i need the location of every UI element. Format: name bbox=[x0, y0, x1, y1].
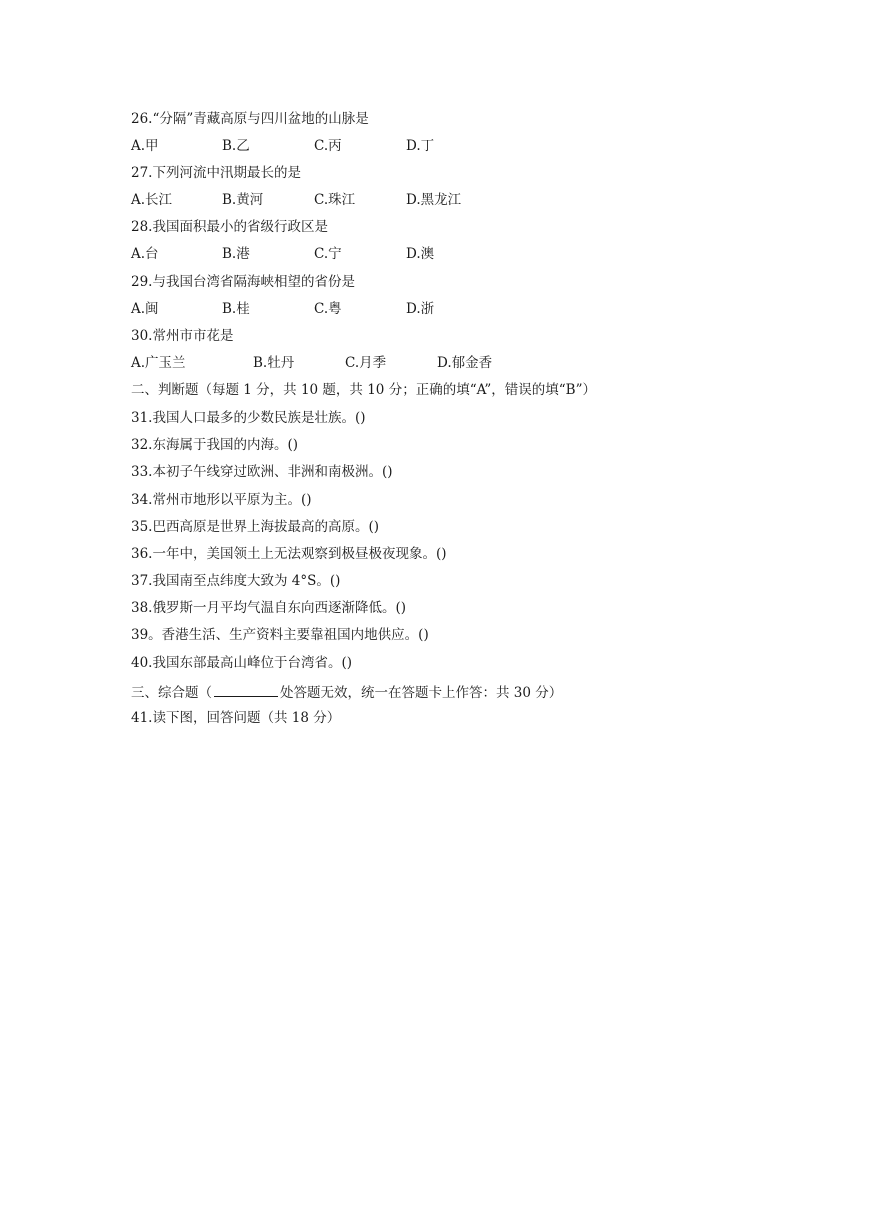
q30-option-d: D.郁金香 bbox=[437, 355, 493, 371]
q26-option-b: B.乙 bbox=[222, 138, 250, 154]
section-2-heading: 二、判断题（每题 1 分，共 10 题，共 10 分；正确的填“A”，错误的填“B”） bbox=[131, 382, 596, 398]
q27-option-b: B.黄河 bbox=[222, 192, 264, 208]
true-false-item-39: 39。香港生活、生产资料主要靠祖国内地供应。() bbox=[131, 627, 429, 643]
q29-option-c: C.粤 bbox=[314, 301, 342, 317]
question-30-stem: 30.常州市市花是 bbox=[131, 328, 234, 344]
question-28-stem: 28.我国面积最小的省级行政区是 bbox=[131, 219, 328, 235]
q28-option-d: D.澳 bbox=[406, 246, 435, 262]
question-27-stem: 27.下列河流中汛期最长的是 bbox=[131, 165, 301, 181]
q29-option-d: D.浙 bbox=[406, 301, 435, 317]
q30-option-c: C.月季 bbox=[345, 355, 387, 371]
question-26-stem: 26.“分隔”青藏高原与四川盆地的山脉是 bbox=[131, 111, 369, 127]
true-false-item-31: 31.我国人口最多的少数民族是壮族。() bbox=[131, 410, 366, 426]
true-false-item-34: 34.常州市地形以平原为主。() bbox=[131, 492, 312, 508]
true-false-item-36: 36.一年中，美国领土上无法观察到极昼极夜现象。() bbox=[131, 546, 447, 562]
q30-option-b: B.牡丹 bbox=[253, 355, 295, 371]
q30-option-a: A.广玉兰 bbox=[131, 355, 186, 371]
q26-option-d: D.丁 bbox=[406, 138, 435, 154]
section-3-heading-suffix: 处答题无效，统一在答题卡上作答：共 30 分） bbox=[280, 685, 563, 701]
true-false-item-32: 32.东海属于我国的内海。() bbox=[131, 437, 299, 453]
q27-option-c: C.珠江 bbox=[314, 192, 356, 208]
q29-option-a: A.闽 bbox=[131, 301, 159, 317]
q29-option-b: B.桂 bbox=[222, 301, 250, 317]
q26-option-a: A.甲 bbox=[131, 138, 159, 154]
question-41-stem: 41.读下图，回答问题（共 18 分） bbox=[131, 710, 341, 726]
q27-option-d: D.黑龙江 bbox=[406, 192, 462, 208]
q28-option-a: A.台 bbox=[131, 246, 159, 262]
true-false-item-35: 35.巴西高原是世界上海拔最高的高原。() bbox=[131, 519, 380, 535]
true-false-item-40: 40.我国东部最高山峰位于台湾省。() bbox=[131, 655, 353, 671]
q28-option-c: C.宁 bbox=[314, 246, 342, 262]
answer-blank bbox=[214, 682, 278, 697]
true-false-item-33: 33.本初子午线穿过欧洲、非洲和南极洲。() bbox=[131, 464, 393, 480]
true-false-item-38: 38.俄罗斯一月平均气温自东向西逐渐降低。() bbox=[131, 600, 407, 616]
q28-option-b: B.港 bbox=[222, 246, 250, 262]
section-3-heading bbox=[131, 682, 562, 702]
true-false-item-37: 37.我国南至点纬度大致为 4°S。() bbox=[131, 573, 341, 589]
q26-option-c: C.丙 bbox=[314, 138, 342, 154]
section-3-heading-prefix: 三、综合题（ bbox=[131, 685, 212, 701]
question-29-stem: 29.与我国台湾省隔海峡相望的省份是 bbox=[131, 274, 355, 290]
q27-option-a: A.长江 bbox=[131, 192, 173, 208]
